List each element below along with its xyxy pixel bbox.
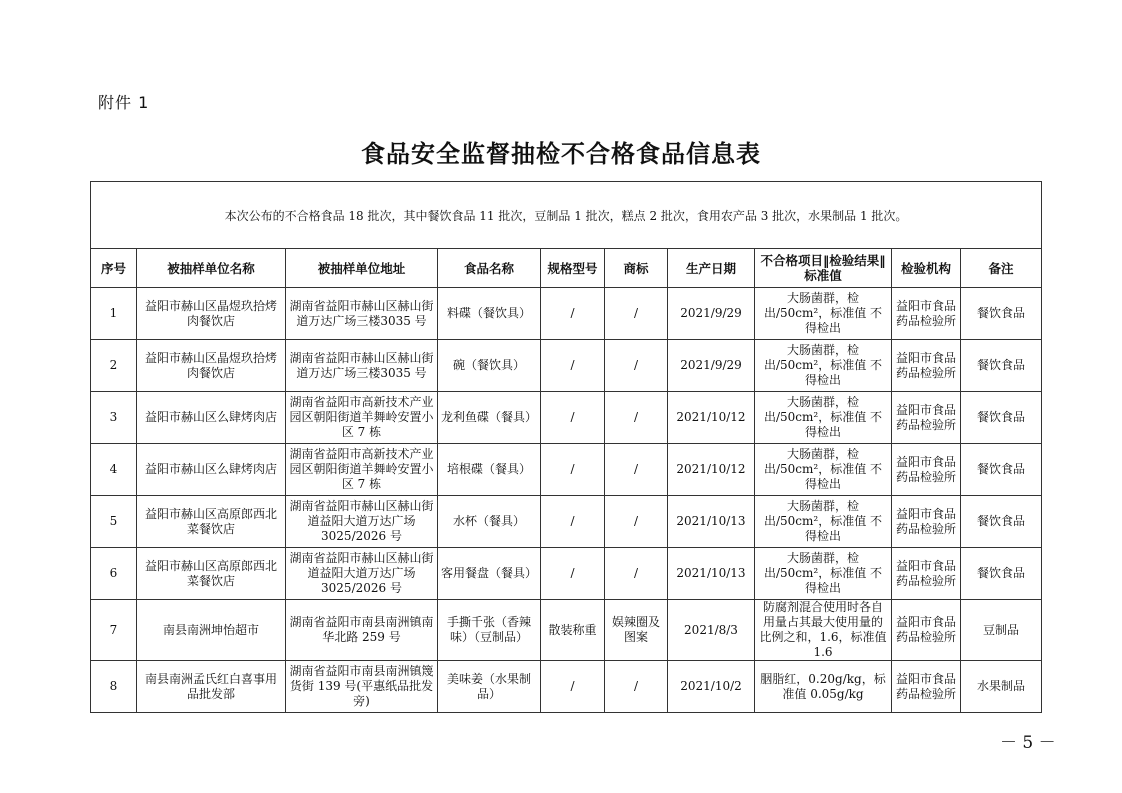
- unit-name: 益阳市赫山区晶煜玖拾烤肉餐饮店: [137, 288, 286, 340]
- summary-text: 本次公布的不合格食品 18 批次，其中餐饮食品 11 批次，豆制品 1 批次，糕点 2 批次，食用农产品 3 批次，水果制品 1 批次。: [91, 182, 1042, 249]
- brand: /: [605, 661, 668, 713]
- note: 豆制品: [961, 600, 1042, 661]
- production-date: 2021/10/12: [668, 444, 755, 496]
- unit-name: 南县南洲坤怡超市: [137, 600, 286, 661]
- unit-address: 湖南省益阳市高新技术产业园区朝阳街道羊舞岭安置小区 7 栋: [286, 444, 438, 496]
- food-name: 培根碟（餐具）: [438, 444, 541, 496]
- info-table: [90, 181, 1042, 713]
- table-row: [91, 340, 1042, 392]
- note: 餐饮食品: [961, 444, 1042, 496]
- food-name: 美味姜（水果制品）: [438, 661, 541, 713]
- note: 餐饮食品: [961, 496, 1042, 548]
- testing-agency: 益阳市食品药品检验所: [892, 600, 961, 661]
- header-food-name: 食品名称: [438, 249, 541, 288]
- unit-name: 益阳市赫山区么肆烤肉店: [137, 444, 286, 496]
- testing-agency: 益阳市食品药品检验所: [892, 288, 961, 340]
- row-number: 5: [91, 496, 137, 548]
- row-number: 6: [91, 548, 137, 600]
- nonconformity-result: 大肠菌群，检出/50cm²，标准值 不得检出: [755, 392, 892, 444]
- food-name: 手撕千张（香辣味）（豆制品）: [438, 600, 541, 661]
- nonconformity-result: 大肠菌群，检出/50cm²，标准值 不得检出: [755, 496, 892, 548]
- food-name: 水杯（餐具）: [438, 496, 541, 548]
- header-brand: 商标: [605, 249, 668, 288]
- header-note: 备注: [961, 249, 1042, 288]
- nonconformity-result: 胭脂红，0.20g/kg，标准值 0.05g/kg: [755, 661, 892, 713]
- spec: /: [541, 288, 605, 340]
- note: 餐饮食品: [961, 548, 1042, 600]
- spec: /: [541, 444, 605, 496]
- brand: 娱辣圈及图案: [605, 600, 668, 661]
- note: 水果制品: [961, 661, 1042, 713]
- unit-address: 湖南省益阳市南县南洲镇篾货街 139 号(平惠纸品批发旁): [286, 661, 438, 713]
- food-name: 客用餐盘（餐具）: [438, 548, 541, 600]
- table-row: [91, 288, 1042, 340]
- row-number: 4: [91, 444, 137, 496]
- attachment-label: 附件 1: [98, 93, 150, 112]
- unit-address: 湖南省益阳市赫山区赫山街道益阳大道万达广场 3025/2026 号: [286, 548, 438, 600]
- table-row: [91, 548, 1042, 600]
- production-date: 2021/10/13: [668, 548, 755, 600]
- unit-name: 益阳市赫山区高原郎西北菜餐饮店: [137, 548, 286, 600]
- header-result: 不合格项目‖检验结果‖标准值: [755, 249, 892, 288]
- testing-agency: 益阳市食品药品检验所: [892, 340, 961, 392]
- brand: /: [605, 496, 668, 548]
- brand: /: [605, 340, 668, 392]
- unit-name: 益阳市赫山区晶煜玖拾烤肉餐饮店: [137, 340, 286, 392]
- table-row: [91, 444, 1042, 496]
- brand: /: [605, 444, 668, 496]
- unit-name: 益阳市赫山区高原郎西北菜餐饮店: [137, 496, 286, 548]
- brand: /: [605, 392, 668, 444]
- page-number: － 5 －: [1000, 733, 1056, 753]
- spec: /: [541, 661, 605, 713]
- row-number: 8: [91, 661, 137, 713]
- spec: /: [541, 496, 605, 548]
- document-title: 食品安全监督抽检不合格食品信息表: [361, 140, 761, 168]
- unit-address: 湖南省益阳市赫山区赫山街道万达广场三楼3035 号: [286, 340, 438, 392]
- row-number: 7: [91, 600, 137, 661]
- table-row: [91, 600, 1042, 661]
- row-number: 3: [91, 392, 137, 444]
- testing-agency: 益阳市食品药品检验所: [892, 392, 961, 444]
- unit-address: 湖南省益阳市南县南洲镇南华北路 259 号: [286, 600, 438, 661]
- note: 餐饮食品: [961, 392, 1042, 444]
- unit-address: 湖南省益阳市赫山区赫山街道万达广场三楼3035 号: [286, 288, 438, 340]
- header-agency: 检验机构: [892, 249, 961, 288]
- food-name: 龙利鱼碟（餐具）: [438, 392, 541, 444]
- note: 餐饮食品: [961, 288, 1042, 340]
- testing-agency: 益阳市食品药品检验所: [892, 444, 961, 496]
- row-number: 2: [91, 340, 137, 392]
- production-date: 2021/9/29: [668, 288, 755, 340]
- unit-address: 湖南省益阳市高新技术产业园区朝阳街道羊舞岭安置小区 7 栋: [286, 392, 438, 444]
- table-row: [91, 661, 1042, 713]
- production-date: 2021/8/3: [668, 600, 755, 661]
- nonconformity-result: 大肠菌群，检出/50cm²，标准值 不得检出: [755, 548, 892, 600]
- unit-name: 益阳市赫山区么肆烤肉店: [137, 392, 286, 444]
- production-date: 2021/10/12: [668, 392, 755, 444]
- testing-agency: 益阳市食品药品检验所: [892, 548, 961, 600]
- brand: /: [605, 288, 668, 340]
- testing-agency: 益阳市食品药品检验所: [892, 496, 961, 548]
- header-no: 序号: [91, 249, 137, 288]
- brand: /: [605, 548, 668, 600]
- unit-name: 南县南洲孟氏红白喜事用品批发部: [137, 661, 286, 713]
- food-name: 碗（餐饮具）: [438, 340, 541, 392]
- unit-address: 湖南省益阳市赫山区赫山街道益阳大道万达广场 3025/2026 号: [286, 496, 438, 548]
- header-production-date: 生产日期: [668, 249, 755, 288]
- spec: /: [541, 392, 605, 444]
- header-unit-address: 被抽样单位地址: [286, 249, 438, 288]
- food-name: 料碟（餐饮具）: [438, 288, 541, 340]
- header-spec: 规格型号: [541, 249, 605, 288]
- nonconformity-result: 防腐剂混合使用时各自用量占其最大使用量的比例之和，1.6，标准值 1.6: [755, 600, 892, 661]
- note: 餐饮食品: [961, 340, 1042, 392]
- spec: /: [541, 340, 605, 392]
- table-row: [91, 392, 1042, 444]
- spec: /: [541, 548, 605, 600]
- header-unit-name: 被抽样单位名称: [137, 249, 286, 288]
- nonconformity-result: 大肠菌群，检出/50cm²，标准值 不得检出: [755, 340, 892, 392]
- table-row: [91, 496, 1042, 548]
- nonconformity-result: 大肠菌群，检出/50cm²，标准值 不得检出: [755, 288, 892, 340]
- testing-agency: 益阳市食品药品检验所: [892, 661, 961, 713]
- spec: 散装称重: [541, 600, 605, 661]
- production-date: 2021/9/29: [668, 340, 755, 392]
- production-date: 2021/10/13: [668, 496, 755, 548]
- nonconformity-result: 大肠菌群，检出/50cm²，标准值 不得检出: [755, 444, 892, 496]
- row-number: 1: [91, 288, 137, 340]
- production-date: 2021/10/2: [668, 661, 755, 713]
